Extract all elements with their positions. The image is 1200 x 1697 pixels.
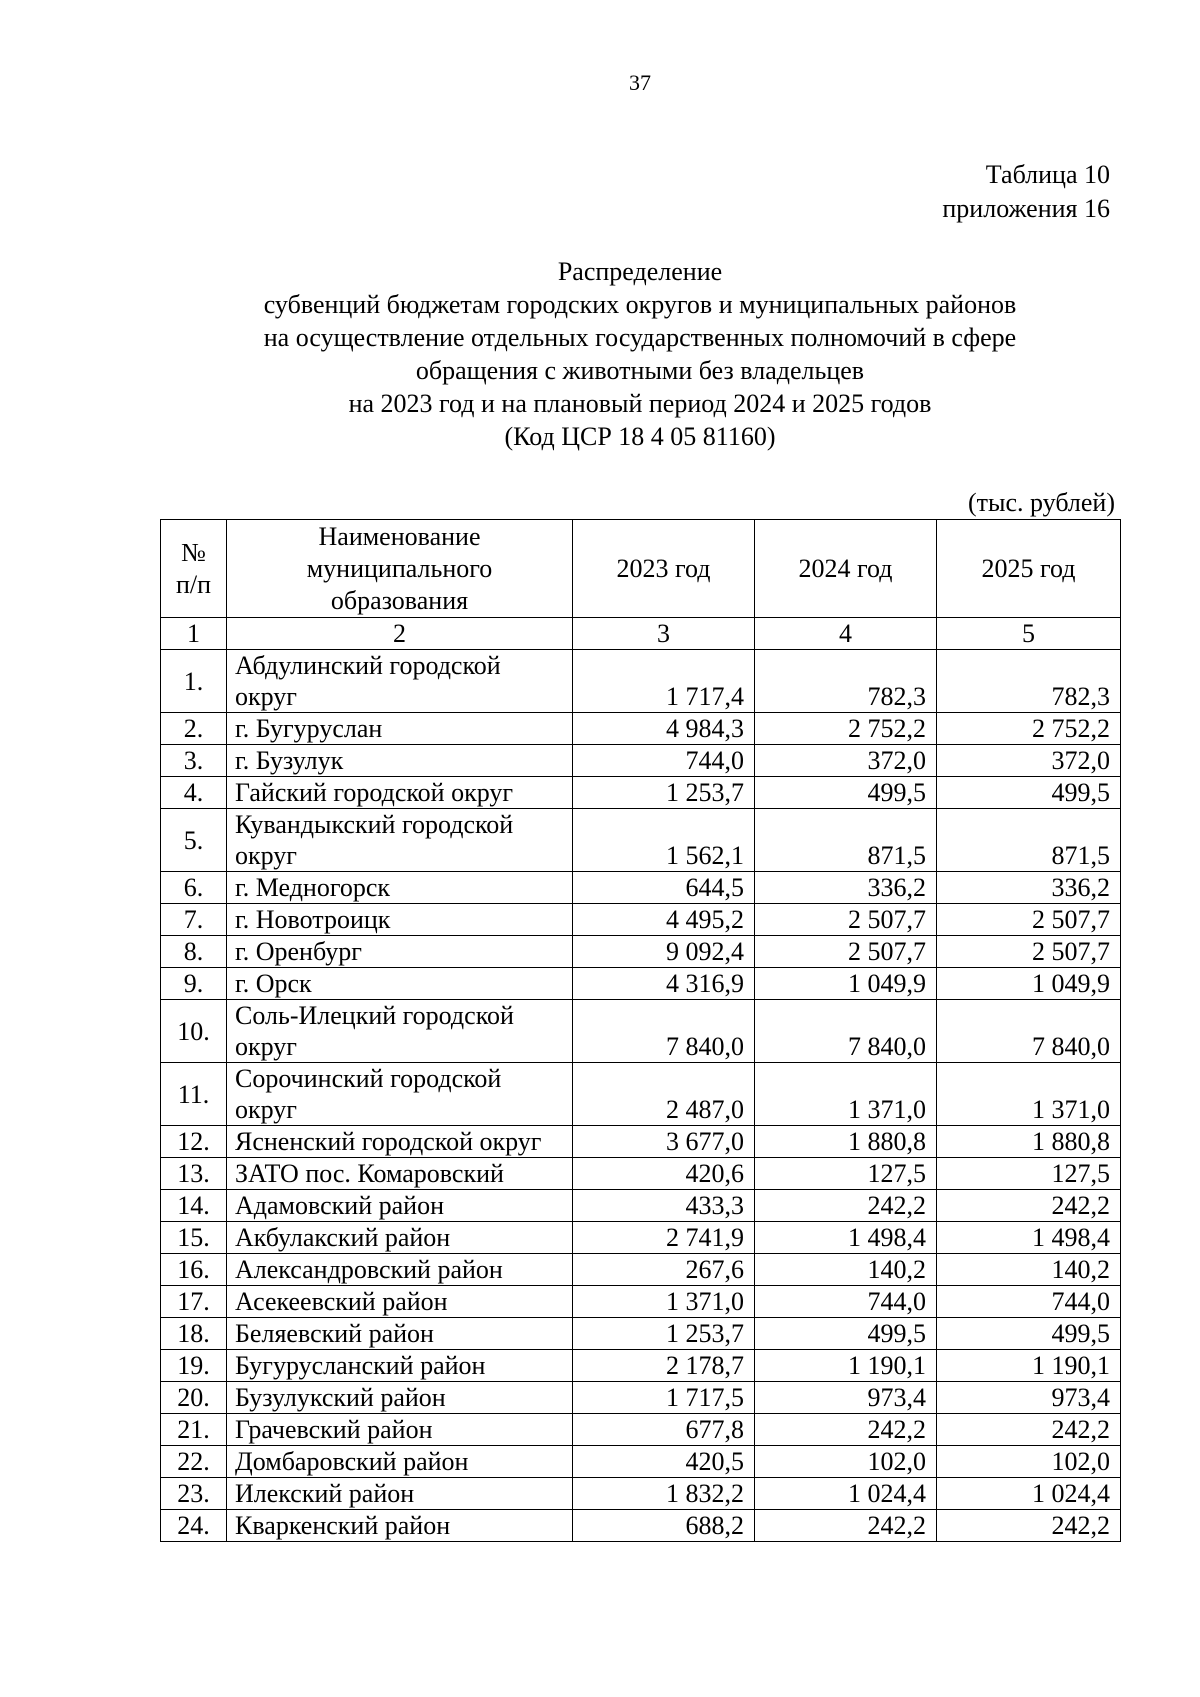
row-number: 16. <box>161 1254 227 1286</box>
title-line6: (Код ЦСР 18 4 05 81160) <box>504 422 776 451</box>
title-line3: на осуществление отдельных государственных полномочий в сфере <box>263 323 1017 352</box>
row-number: 19. <box>161 1350 227 1382</box>
row-name: г. Орск <box>227 968 573 1000</box>
row-value-2023: 2 487,0 <box>573 1063 755 1126</box>
header-row <box>161 520 1121 618</box>
row-name: Соль-Илецкий городской округ <box>227 1000 573 1063</box>
row-value-2023: 1 717,5 <box>573 1382 755 1414</box>
row-value-2024: 127,5 <box>755 1158 937 1190</box>
row-name: Ясненский городской округ <box>227 1126 573 1158</box>
table-reference-line1: Таблица 10 <box>985 160 1110 189</box>
row-value-2025: 1 190,1 <box>937 1350 1121 1382</box>
row-value-2024: 871,5 <box>755 809 937 872</box>
row-value-2023: 1 253,7 <box>573 777 755 809</box>
row-value-2024: 782,3 <box>755 650 937 713</box>
row-value-2024: 1 049,9 <box>755 968 937 1000</box>
row-name: Бузулукский район <box>227 1382 573 1414</box>
row-value-2025: 2 507,7 <box>937 904 1121 936</box>
table-row <box>161 1222 1121 1254</box>
column-number: 5 <box>937 618 1121 650</box>
header-name: Наименование муниципального образования <box>227 520 573 618</box>
row-number: 24. <box>161 1510 227 1542</box>
row-value-2024: 1 371,0 <box>755 1063 937 1126</box>
row-value-2025: 242,2 <box>937 1510 1121 1542</box>
row-value-2024: 1 190,1 <box>755 1350 937 1382</box>
row-name: ЗАТО пос. Комаровский <box>227 1158 573 1190</box>
title-line4: обращения с животными без владельцев <box>415 356 865 385</box>
row-value-2025: 140,2 <box>937 1254 1121 1286</box>
row-name: г. Бузулук <box>227 745 573 777</box>
row-name: Домбаровский район <box>227 1446 573 1478</box>
row-value-2023: 3 677,0 <box>573 1126 755 1158</box>
row-name: г. Новотроицк <box>227 904 573 936</box>
row-value-2024: 744,0 <box>755 1286 937 1318</box>
row-value-2024: 336,2 <box>755 872 937 904</box>
table-row <box>161 777 1121 809</box>
row-value-2025: 2 752,2 <box>937 713 1121 745</box>
row-value-2025: 782,3 <box>937 650 1121 713</box>
row-value-2024: 242,2 <box>755 1414 937 1446</box>
row-value-2024: 2 507,7 <box>755 904 937 936</box>
title-line1: Распределение <box>557 257 723 286</box>
row-name: г. Медногорск <box>227 872 573 904</box>
table-row <box>161 872 1121 904</box>
row-value-2025: 242,2 <box>937 1414 1121 1446</box>
row-value-2023: 688,2 <box>573 1510 755 1542</box>
row-number: 3. <box>161 745 227 777</box>
row-number: 6. <box>161 872 227 904</box>
row-value-2023: 644,5 <box>573 872 755 904</box>
row-number: 18. <box>161 1318 227 1350</box>
table-row <box>161 809 1121 872</box>
row-value-2024: 499,5 <box>755 1318 937 1350</box>
row-name: Акбулакский район <box>227 1222 573 1254</box>
row-name: Беляевский район <box>227 1318 573 1350</box>
row-value-2023: 1 717,4 <box>573 650 755 713</box>
table-row <box>161 745 1121 777</box>
row-value-2024: 372,0 <box>755 745 937 777</box>
row-value-2025: 499,5 <box>937 777 1121 809</box>
row-value-2025: 744,0 <box>937 1286 1121 1318</box>
column-number: 4 <box>755 618 937 650</box>
table-row <box>161 713 1121 745</box>
row-value-2025: 871,5 <box>937 809 1121 872</box>
row-value-2023: 4 316,9 <box>573 968 755 1000</box>
row-value-2023: 1 562,1 <box>573 809 755 872</box>
row-number: 7. <box>161 904 227 936</box>
row-number: 22. <box>161 1446 227 1478</box>
table-row <box>161 1158 1121 1190</box>
column-numbers-row <box>161 618 1121 650</box>
row-value-2025: 1 880,8 <box>937 1126 1121 1158</box>
row-value-2023: 4 984,3 <box>573 713 755 745</box>
table-row <box>161 1000 1121 1063</box>
table-row <box>161 968 1121 1000</box>
column-number: 2 <box>227 618 573 650</box>
row-value-2025: 1 371,0 <box>937 1063 1121 1126</box>
table-row <box>161 650 1121 713</box>
row-name: Александровский район <box>227 1254 573 1286</box>
row-value-2023: 1 371,0 <box>573 1286 755 1318</box>
row-name: г. Оренбург <box>227 936 573 968</box>
table-row <box>161 1063 1121 1126</box>
row-value-2024: 242,2 <box>755 1190 937 1222</box>
row-value-2024: 2 752,2 <box>755 713 937 745</box>
row-value-2023: 677,8 <box>573 1414 755 1446</box>
row-name: Бугурусланский район <box>227 1350 573 1382</box>
table-reference-line2: приложения 16 <box>942 194 1110 223</box>
table-row <box>161 936 1121 968</box>
row-value-2023: 744,0 <box>573 745 755 777</box>
table-row <box>161 1286 1121 1318</box>
row-number: 14. <box>161 1190 227 1222</box>
column-number: 1 <box>161 618 227 650</box>
row-name: Илекский район <box>227 1478 573 1510</box>
table-row <box>161 1350 1121 1382</box>
row-value-2025: 973,4 <box>937 1382 1121 1414</box>
row-value-2024: 1 498,4 <box>755 1222 937 1254</box>
table-row <box>161 1510 1121 1542</box>
page-number: 37 <box>629 70 651 95</box>
row-number: 11. <box>161 1063 227 1126</box>
table-row <box>161 1254 1121 1286</box>
table-row <box>161 1478 1121 1510</box>
row-value-2025: 102,0 <box>937 1446 1121 1478</box>
row-number: 13. <box>161 1158 227 1190</box>
row-value-2024: 242,2 <box>755 1510 937 1542</box>
row-name: Адамовский район <box>227 1190 573 1222</box>
row-value-2023: 2 178,7 <box>573 1350 755 1382</box>
row-value-2023: 420,5 <box>573 1446 755 1478</box>
row-value-2024: 140,2 <box>755 1254 937 1286</box>
header-2025: 2025 год <box>937 520 1121 618</box>
row-number: 1. <box>161 650 227 713</box>
row-number: 5. <box>161 809 227 872</box>
header-number: № п/п <box>161 520 227 618</box>
row-value-2024: 7 840,0 <box>755 1000 937 1063</box>
row-value-2025: 127,5 <box>937 1158 1121 1190</box>
row-value-2025: 7 840,0 <box>937 1000 1121 1063</box>
row-value-2025: 499,5 <box>937 1318 1121 1350</box>
row-value-2023: 9 092,4 <box>573 936 755 968</box>
row-value-2023: 7 840,0 <box>573 1000 755 1063</box>
row-number: 10. <box>161 1000 227 1063</box>
row-value-2025: 1 498,4 <box>937 1222 1121 1254</box>
table-row <box>161 1190 1121 1222</box>
row-value-2023: 420,6 <box>573 1158 755 1190</box>
row-value-2025: 1 024,4 <box>937 1478 1121 1510</box>
row-number: 23. <box>161 1478 227 1510</box>
row-value-2023: 433,3 <box>573 1190 755 1222</box>
row-number: 8. <box>161 936 227 968</box>
row-name: Абдулинский городской округ <box>227 650 573 713</box>
distribution-table <box>160 519 1121 1542</box>
row-value-2023: 1 253,7 <box>573 1318 755 1350</box>
title-line2: субвенций бюджетам городских округов и муниципальных районов <box>263 290 1017 319</box>
column-number: 3 <box>573 618 755 650</box>
row-name: Грачевский район <box>227 1414 573 1446</box>
row-number: 21. <box>161 1414 227 1446</box>
document-title <box>160 255 1120 453</box>
row-value-2025: 336,2 <box>937 872 1121 904</box>
header-2023: 2023 год <box>573 520 755 618</box>
title-line5: на 2023 год и на плановый период 2024 и 2025 годов <box>348 389 932 418</box>
row-number: 2. <box>161 713 227 745</box>
row-value-2025: 1 049,9 <box>937 968 1121 1000</box>
row-value-2024: 1 880,8 <box>755 1126 937 1158</box>
row-value-2025: 372,0 <box>937 745 1121 777</box>
row-number: 20. <box>161 1382 227 1414</box>
row-value-2024: 1 024,4 <box>755 1478 937 1510</box>
row-number: 4. <box>161 777 227 809</box>
row-value-2024: 2 507,7 <box>755 936 937 968</box>
units-label: (тыс. рублей) <box>967 488 1115 517</box>
row-name: Сорочинский городской округ <box>227 1063 573 1126</box>
row-value-2023: 267,6 <box>573 1254 755 1286</box>
row-number: 17. <box>161 1286 227 1318</box>
row-value-2025: 242,2 <box>937 1190 1121 1222</box>
row-value-2023: 2 741,9 <box>573 1222 755 1254</box>
row-name: г. Бугуруслан <box>227 713 573 745</box>
table-row <box>161 904 1121 936</box>
table-row <box>161 1446 1121 1478</box>
table-row <box>161 1414 1121 1446</box>
header-2024: 2024 год <box>755 520 937 618</box>
table-row <box>161 1126 1121 1158</box>
row-number: 9. <box>161 968 227 1000</box>
row-value-2025: 2 507,7 <box>937 936 1121 968</box>
row-name: Кувандыкский городской округ <box>227 809 573 872</box>
row-value-2023: 1 832,2 <box>573 1478 755 1510</box>
table-row <box>161 1318 1121 1350</box>
row-number: 12. <box>161 1126 227 1158</box>
row-name: Гайский городской округ <box>227 777 573 809</box>
row-value-2024: 973,4 <box>755 1382 937 1414</box>
row-name: Асекеевский район <box>227 1286 573 1318</box>
row-number: 15. <box>161 1222 227 1254</box>
row-name: Кваркенский район <box>227 1510 573 1542</box>
table-row <box>161 1382 1121 1414</box>
row-value-2023: 4 495,2 <box>573 904 755 936</box>
row-value-2024: 102,0 <box>755 1446 937 1478</box>
row-value-2024: 499,5 <box>755 777 937 809</box>
table-reference <box>942 158 1110 226</box>
